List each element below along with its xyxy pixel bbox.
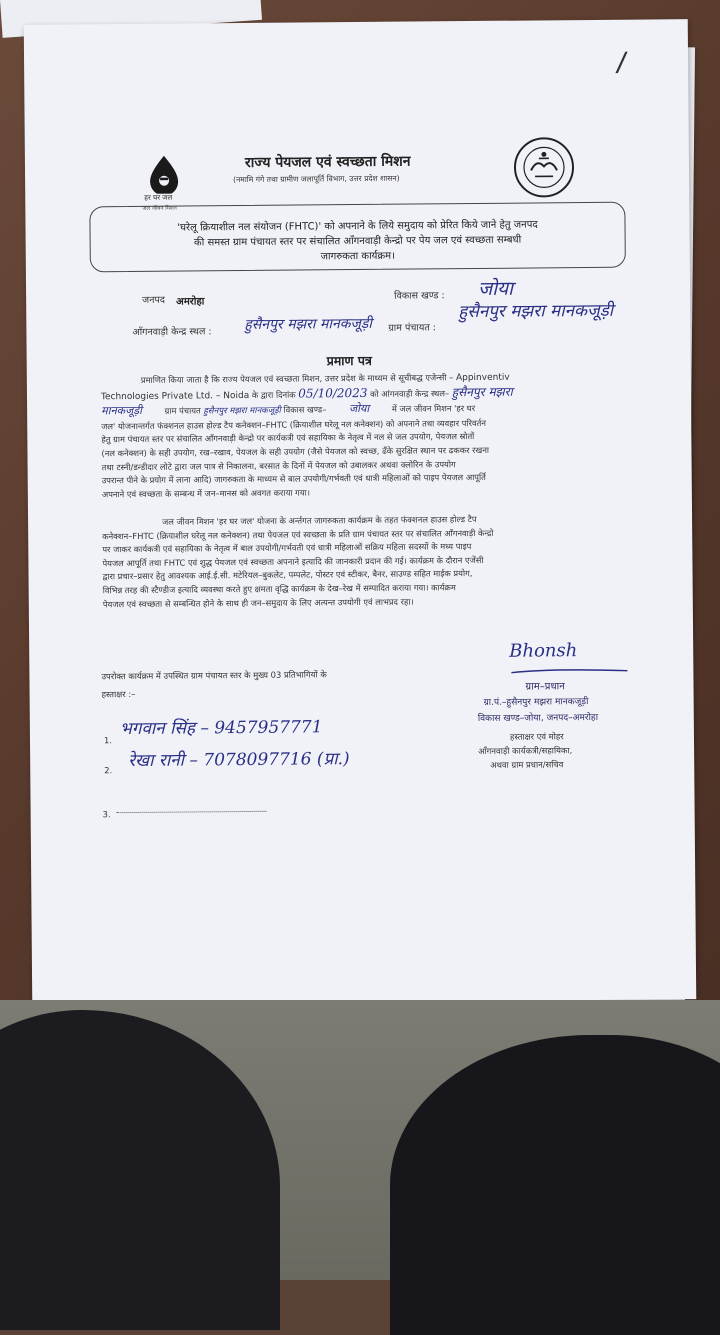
logo-text: हर घर जल xyxy=(144,193,173,202)
up-govt-emblem xyxy=(513,136,576,199)
sign-label-2: आँगनवाड़ी कार्यकत्री/सहायिका, xyxy=(478,745,573,756)
top-mark: / xyxy=(613,47,630,78)
para1-text: के द्वारा दिनांक xyxy=(251,389,296,400)
stamp-line-2: ग्रा.पं.–हुसैनपुर मझरा मानकजूड़ी xyxy=(483,697,589,708)
panchayat-value: हुसैनपुर मझरा मानकजूड़ी xyxy=(458,300,614,323)
banner-line-3: जागरुकता कार्यक्रम। xyxy=(320,250,395,263)
program-banner xyxy=(89,202,626,273)
certificate-page xyxy=(24,19,697,1005)
har-ghar-jal-logo xyxy=(142,153,203,212)
para2-line-7: पेयजल एवं स्वच्छता से सम्बन्धित होने के साथ ही जन–समुदाय के लिए अत्यन्त उपयोगी एवं लाभप्रद रहा। xyxy=(102,596,414,609)
emblem-icon xyxy=(513,136,576,199)
para1-line-6: (नल कनेक्शन) के सही उपयोग, रख–रखाव, पेयजल के सही उपयोग (जैसे पेयजल को स्वच्छ, ढँके सुरक्षित स्थान पर ढककर रखना xyxy=(101,444,490,459)
participant-number-3: 3. xyxy=(102,809,111,820)
panchayat-inline-value: हुसैनपुर मझरा मानकजूड़ी xyxy=(203,405,281,417)
stamp-line-1: ग्राम–प्रधान xyxy=(525,681,565,693)
signature: Bhonsh xyxy=(509,640,578,662)
para1-line-7: तथा टस्नी/डन्डीदार लोटे द्वारा जल पात्र से निकालना, बरसात के दिनों में पेयजल को उबालकर अथवा क्लोरिन के उपयोग xyxy=(101,458,456,472)
agency-name: Appinventiv xyxy=(455,372,510,384)
para1-text: विकास खण्ड– xyxy=(283,404,327,415)
site-value: हुसैनपुर मझरा xyxy=(451,384,513,399)
para1-text: ग्राम पंचायत xyxy=(164,405,201,416)
signatory-block xyxy=(469,639,670,781)
signature-underline-icon xyxy=(509,666,629,677)
para2-line-3: पर जाकर कार्यकत्री एवं सहायिका के नेतृत्व में बाल उपयोगी/गर्भवती एवं धात्री महिलाओं सक्रिय महिला सदस्यों के मध्य पाइप xyxy=(102,541,472,555)
para2-line-6: विभिन्न तरह की स्टैण्डीज इत्यादि व्यवस्था करते हुए क्षमता वृद्धि कार्यक्रम के देख–रेख में सम्पादित कराया गया। कार्यक्रम xyxy=(102,582,456,596)
water-drop-icon xyxy=(142,153,202,194)
para2-line-2: कनेक्शन–FHTC (क्रियाशील घरेलू नल कनेक्शन) तथा पेयजल एवं स्वच्छता के प्रति ग्राम पंचायत स्तर पर संचालित आँगनवाड़ी केन्द्रो xyxy=(102,527,494,541)
participant-entry-2: रेखा रानी – 7078097716 (प्रा.) xyxy=(128,749,350,772)
para1-line-8: उपरान्त पीने के प्रयोग में लाना आदि) जागरुकता के माध्यम से बाल उपयोगी/गर्भवती एवं धात्री महिलाओं को पाइप पेयजल आपूर्ति xyxy=(101,472,486,486)
anganwadi-label: आँगनवाड़ी केन्द्र स्थल : xyxy=(132,326,212,338)
panchayat-label: ग्राम पंचायत : xyxy=(388,322,437,334)
anganwadi-value: हुसैनपुर मझरा मानकजूड़ी xyxy=(244,315,373,334)
para2-line-5: द्वारा प्रचार–प्रसार हेतु आवश्यक आई.ई.सी. मटेरियल–बुकलेट, पम्पलेट, पोस्टर एवं स्टीकर, बैनर, साउण्ड सहित माईक प्रयोग, xyxy=(102,568,473,582)
stamp-line-3: विकास खण्ड–जोया, जनपद–अमरोहा xyxy=(477,712,599,724)
block-inline-value: जोया xyxy=(348,402,370,416)
participant-number-2: 2. xyxy=(104,765,113,776)
participant-entry-1: भगवान सिंह – 9457957771 xyxy=(119,717,323,740)
sign-label-1: हस्ताक्षर एवं मोहर xyxy=(509,731,564,742)
document-title: प्रमाण पत्र xyxy=(326,352,372,369)
paragraph-1 xyxy=(101,369,696,502)
header-subtitle: (नमामि गंगे तथा ग्रामीण जलापूर्ति विभाग, उत्तर प्रदेश शासन) xyxy=(233,173,400,185)
participants-intro-2: हस्ताक्षर :– xyxy=(101,688,136,700)
para1-line-5: हेतु ग्राम पंचायत स्तर पर संचालित आँगनवाड़ी केन्द्रो पर कार्यकत्री एवं सहायिका के नेतृत्व में नल से जल उपयोग, पेयजल स्रोतों xyxy=(101,431,475,445)
para1-line-9: अपनाने एवं स्वच्छता के सम्बन्ध में जन–मानस को अवगत कराया गया। xyxy=(101,487,310,500)
banner-line-2: की समस्त ग्राम पंचायत स्तर पर संचालित आँगनवाड़ी केन्द्रो पर पेय जल एवं स्वच्छता सम्बधी xyxy=(193,234,522,249)
block-label: विकास खण्ड : xyxy=(394,290,445,302)
participant-line-3 xyxy=(117,803,267,813)
para2-line-4: पेयजल आपूर्ति तथा FHTC एवं शुद्ध पेयजल एवं स्वच्छता अपनाने इत्यादि की जानकारी प्रदान की गई। कार्यक्रम के दौरान एजेंसी xyxy=(102,554,484,569)
date-value: 05/10/2023 xyxy=(298,385,368,401)
para1-text: में जल जीवन मिशन 'हर घर xyxy=(391,403,476,414)
logo-subtext: जल जीवन मिशन xyxy=(142,205,177,212)
header-title: राज्य पेयजल एवं स्वच्छता मिशन xyxy=(244,153,411,171)
participant-number-1: 1. xyxy=(103,735,113,746)
para1-line-4: जल' योजनान्तर्गत फंक्शनल हाउस होल्ड टैप कनेक्शन–FHTC (क्रियाशील घरेलू नल कनेक्शन) को अपनाने तथा व्यवहार परिवर्तन xyxy=(101,417,487,432)
banner-line-1: 'घरेलू क्रियाशील नल संयोजन (FHTC)' को अपनाने के लिये समुदाय को प्रेरित किये जाने हेतु जनपद xyxy=(177,219,538,234)
site-value-cont: मानकजूड़ी xyxy=(101,404,143,418)
paragraph-2 xyxy=(102,511,697,611)
agency-name-cont: Technologies Private Ltd. – Noida xyxy=(100,390,250,402)
participants-intro: उपरोक्त कार्यक्रम में उपस्थित ग्राम पंचायत स्तर के मुख्य 03 प्रतिभागियों के xyxy=(101,669,327,682)
district-label: जनपद xyxy=(142,294,165,306)
sign-label-3: अथवा ग्राम प्रधान/सचिव xyxy=(490,759,564,770)
para1-text: प्रमाणित किया जाता है कि राज्य पेयजल एवं स्वच्छता मिशन, उत्तर प्रदेश के माध्यम से सूचीबद्ध एजेन्सी – xyxy=(140,372,454,385)
para1-text: को आंगनवाड़ी केन्द्र स्थल– xyxy=(370,387,450,399)
district-value: अमरोहा xyxy=(176,296,205,308)
block-value: जोया xyxy=(477,277,514,300)
para2-line-1: जल जीवन मिशन 'हर घर जल' योजना के अर्न्तगत जागरुकता कार्यक्रम के तहत फंक्शनल हाउस होल्ड टैप xyxy=(162,513,477,527)
